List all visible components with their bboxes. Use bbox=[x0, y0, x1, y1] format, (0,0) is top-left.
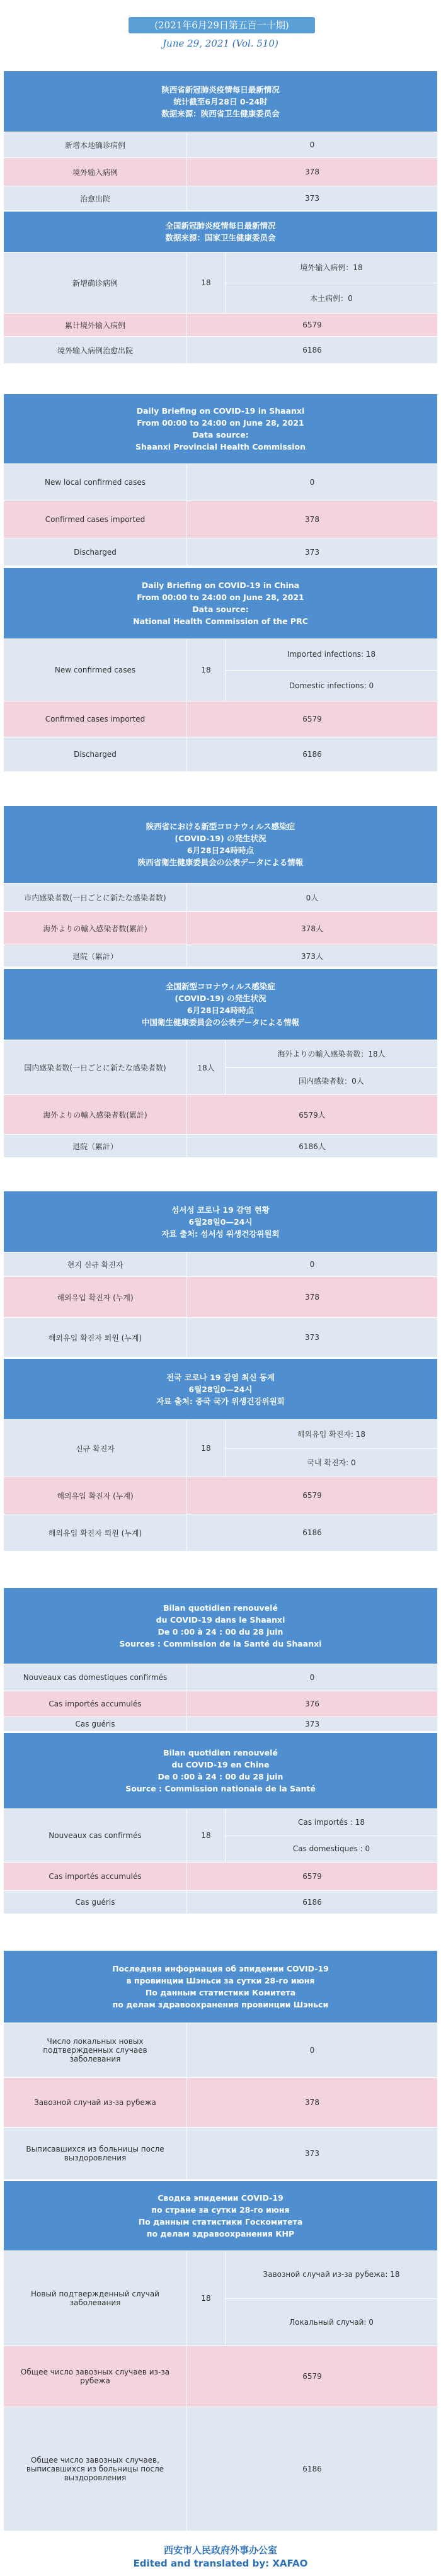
row-value: 373 bbox=[186, 538, 437, 565]
local-count: 本土病例：0 bbox=[226, 283, 437, 314]
row-value: 378 bbox=[186, 501, 437, 538]
fr-shaanxi-period: De 0 :00 à 24 : 00 du 28 juin bbox=[158, 1627, 284, 1637]
imported-count: Cas importés : 18 bbox=[298, 1817, 365, 1827]
row-label: 海外よりの輸入感染者数(累計) bbox=[43, 1110, 147, 1120]
ja-china-table bbox=[4, 969, 437, 1157]
zh-shaanxi-title: 陕西省新冠肺炎疫情每日最新情况 bbox=[161, 84, 280, 94]
ru-china-source: по делам здравоохранения КНР bbox=[146, 2229, 295, 2238]
ko-china-source: 자료 출처: 중국 국가 위생건강위원회 bbox=[156, 1396, 285, 1406]
row-value: 373 bbox=[186, 2128, 437, 2179]
ja-shaanxi-title: 陝西省における新型コロナウィルス感染症 bbox=[146, 822, 295, 831]
row-label: Общее число завозных случаев, выписавшихся из больницы после выздоровления bbox=[26, 2456, 164, 2482]
ja-china-header bbox=[4, 969, 437, 1040]
en-shaanxi-source-label: Data source: bbox=[192, 430, 249, 440]
row-label: Discharged bbox=[74, 547, 117, 557]
zh-china-header bbox=[4, 212, 437, 252]
row-value: 0 bbox=[186, 464, 437, 501]
en-shaanxi-table bbox=[4, 394, 437, 565]
row-value: 0 bbox=[186, 1252, 437, 1276]
ru-china-header bbox=[4, 2181, 437, 2250]
fr-shaanxi-row-cured bbox=[4, 1716, 437, 1731]
en-china-row-discharged bbox=[4, 737, 437, 771]
en-china-table bbox=[4, 568, 437, 771]
issue-header bbox=[0, 0, 441, 69]
fr-china-title2: du COVID-19 en Chine bbox=[171, 1760, 270, 1769]
en-china-source: National Health Commission of the PRC bbox=[133, 616, 308, 626]
ru-shaanxi-title2: в провинции Шэньси за сутки 28-го июня bbox=[126, 1976, 315, 1985]
ko-shaanxi-period: 6월28일0—24시 bbox=[188, 1217, 253, 1227]
row-value: 378 bbox=[186, 2078, 437, 2127]
row-value: 6186 bbox=[186, 1514, 437, 1551]
row-label: 累计境外输入病例 bbox=[64, 321, 125, 330]
en-shaanxi-row-local bbox=[4, 463, 437, 501]
ru-china-row-discharged bbox=[4, 2407, 437, 2531]
row-value: 373 bbox=[186, 1318, 437, 1357]
row-value: 378人 bbox=[186, 912, 437, 945]
row-value: 18 bbox=[186, 1809, 225, 1862]
ko-shaanxi-row-imported bbox=[4, 1276, 437, 1317]
en-china-row-new bbox=[4, 638, 437, 701]
zh-shaanxi-period: 统计截至6月28日 0-24时 bbox=[173, 96, 268, 106]
row-value: 18 bbox=[186, 252, 225, 313]
row-label: Общее число завозных случаев из-за рубежа bbox=[20, 2368, 170, 2385]
row-label: Discharged bbox=[74, 750, 117, 759]
row-value: 373 bbox=[186, 1717, 437, 1731]
row-label: 退院（累計） bbox=[72, 951, 118, 961]
local-count: 国内感染者数：0人 bbox=[226, 1067, 437, 1095]
row-label: 해외유입 확진자 퇴원 (누계) bbox=[48, 1528, 142, 1538]
en-shaanxi-source: Shaanxi Provincial Health Commission bbox=[135, 442, 306, 451]
fr-china-header bbox=[4, 1733, 437, 1808]
ja-shaanxi-row-imported bbox=[4, 911, 437, 945]
row-label: New local confirmed cases bbox=[45, 478, 146, 487]
row-label: Nouveaux cas confirmés bbox=[49, 1831, 142, 1840]
ko-shaanxi-title: 섬서성 코로나 19 감염 현황 bbox=[171, 1205, 270, 1215]
row-value: 18 bbox=[186, 1420, 225, 1477]
row-value: 0 bbox=[186, 2023, 437, 2077]
fr-shaanxi-row-imported bbox=[4, 1691, 437, 1716]
imported-count: Завозной случай из-за рубежа: 18 bbox=[263, 2270, 400, 2279]
ja-china-row-new bbox=[4, 1040, 437, 1094]
row-label: New confirmed cases bbox=[54, 666, 136, 674]
fr-shaanxi-row-local bbox=[4, 1664, 437, 1691]
footer-org: 西安市人民政府外事办公室 bbox=[163, 2545, 277, 2556]
fr-shaanxi-source: Sources : Commission de la Santé du Shaanxi bbox=[119, 1639, 322, 1648]
row-value: 378 bbox=[186, 1277, 437, 1317]
local-count: 국내 확진자: 0 bbox=[226, 1448, 437, 1477]
row-breakdown bbox=[225, 1420, 437, 1477]
ko-china-period: 6월28일0—24시 bbox=[188, 1384, 253, 1394]
en-china-title: Daily Briefing on COVID-19 in China bbox=[141, 581, 300, 590]
row-label: Новый подтвержденный случай заболевания bbox=[31, 2289, 159, 2307]
row-label: 治愈出院 bbox=[79, 194, 110, 203]
fr-shaanxi-title: Bilan quotidien renouvelé bbox=[163, 1603, 278, 1613]
ko-china-table bbox=[4, 1359, 437, 1550]
row-value: 0 bbox=[186, 1664, 437, 1691]
zh-china-title: 全国新冠肺炎疫情每日最新情况 bbox=[165, 221, 276, 230]
ko-china-title: 전국 코로나 19 감염 최신 동계 bbox=[166, 1372, 275, 1382]
row-label: 해외유입 확진자 (누계) bbox=[57, 1293, 134, 1302]
row-value: 6579 bbox=[186, 1863, 437, 1890]
issue-date: June 29, 2021 (Vol. 510) bbox=[163, 38, 278, 49]
imported-count: Imported infections: 18 bbox=[287, 650, 376, 659]
fr-china-row-imported-total bbox=[4, 1862, 437, 1890]
zh-china-row-new bbox=[4, 252, 437, 313]
ja-china-title2: (COVID-19) の発生状況 bbox=[175, 994, 266, 1003]
ru-shaanxi-source: по делам здравоохранения провинции Шэньси bbox=[112, 2000, 329, 2009]
row-label: 新增确诊病例 bbox=[72, 278, 118, 288]
ru-china-row-new bbox=[4, 2250, 437, 2346]
row-value: 18人 bbox=[186, 1040, 225, 1094]
en-china-row-imported-total bbox=[4, 701, 437, 737]
row-label: 境外输入病例 bbox=[72, 167, 118, 177]
row-label: Cas guéris bbox=[75, 1898, 115, 1907]
ja-china-row-imported-total bbox=[4, 1094, 437, 1134]
row-value: 6186 bbox=[186, 337, 437, 363]
local-count: Cas domestiques : 0 bbox=[226, 1836, 437, 1863]
ja-shaanxi-title2: (COVID-19) の発生状況 bbox=[175, 834, 266, 843]
row-label: Cas guéris bbox=[75, 1720, 115, 1728]
ru-shaanxi-row-discharged bbox=[4, 2127, 437, 2179]
en-shaanxi-title: Daily Briefing on COVID-19 in Shaanxi bbox=[136, 406, 305, 416]
row-label: 境外输入病例治愈出院 bbox=[57, 346, 133, 355]
row-label: 国内感染者数(一日ごとに新たな感染者数) bbox=[24, 1063, 166, 1072]
zh-china-row-imported-total bbox=[4, 313, 437, 336]
ko-china-row-imported-total bbox=[4, 1477, 437, 1514]
row-value: 6186 bbox=[186, 2407, 437, 2531]
ja-shaanxi-row-discharged bbox=[4, 945, 437, 967]
ru-shaanxi-row-local bbox=[4, 2023, 437, 2077]
en-shaanxi-row-imported bbox=[4, 501, 437, 538]
row-value: 378 bbox=[186, 158, 437, 186]
row-breakdown bbox=[225, 252, 437, 313]
ko-china-row-discharged bbox=[4, 1514, 437, 1551]
row-label: 해외유입 확진자 퇴원 (누계) bbox=[48, 1333, 142, 1342]
imported-count: 境外输入病例：18 bbox=[300, 263, 363, 273]
ko-china-row-new bbox=[4, 1419, 437, 1477]
row-label: 海外よりの輸入感染者数(累計) bbox=[43, 924, 147, 933]
fr-china-period: De 0 :00 à 24 : 00 du 28 juin bbox=[158, 1772, 284, 1781]
row-label: Cas importés accumulés bbox=[49, 1872, 142, 1881]
row-label: Завозной случай из-за рубежа bbox=[34, 2098, 156, 2107]
zh-china-source: 数据来源：国家卫生健康委员会 bbox=[165, 233, 276, 242]
row-label: 市内感染者数(一日ごとに新たな感染者数) bbox=[24, 893, 166, 902]
row-label: Nouveaux cas domestiques confirmés bbox=[23, 1673, 168, 1682]
ru-shaanxi-table bbox=[4, 1951, 437, 2179]
en-shaanxi-header bbox=[4, 394, 437, 463]
ja-shaanxi-period: 6月28日24時時点 bbox=[187, 846, 254, 855]
fr-china-table bbox=[4, 1733, 437, 1913]
row-label: 해외유입 확진자 (누계) bbox=[57, 1491, 134, 1501]
ja-shaanxi-header bbox=[4, 806, 437, 883]
ko-shaanxi-source: 자료 출처: 섬서성 위생건강위원회 bbox=[161, 1228, 280, 1239]
en-shaanxi-period: From 00:00 to 24:00 on June 28, 2021 bbox=[137, 418, 304, 428]
ru-china-title2: по стране за сутки 28-го июня bbox=[151, 2205, 290, 2215]
row-value: 6186人 bbox=[186, 1135, 437, 1157]
ru-shaanxi-row-imported bbox=[4, 2077, 437, 2127]
fr-china-source: Source : Commission nationale de la Santé bbox=[125, 1784, 316, 1793]
fr-china-row-new bbox=[4, 1808, 437, 1862]
zh-china-table bbox=[4, 212, 437, 363]
row-label: 현지 신규 확진자 bbox=[67, 1260, 123, 1269]
ja-china-period: 6月28日24時時点 bbox=[187, 1006, 254, 1015]
row-value: 6579 bbox=[186, 2346, 437, 2407]
ja-china-row-discharged bbox=[4, 1134, 437, 1157]
ko-shaanxi-header bbox=[4, 1191, 437, 1252]
row-value: 6579 bbox=[186, 701, 437, 737]
zh-shaanxi-row-discharged bbox=[4, 186, 437, 210]
row-label: Число локальных новых подтвержденных случаев заболевания bbox=[43, 2037, 147, 2063]
row-value: 373人 bbox=[186, 945, 437, 967]
row-value: 376 bbox=[186, 1691, 437, 1716]
ja-shaanxi-row-local bbox=[4, 883, 437, 911]
row-label: 新增本地确诊病例 bbox=[64, 140, 125, 150]
row-breakdown bbox=[225, 2251, 437, 2346]
fr-shaanxi-title2: du COVID-19 dans le Shaanxi bbox=[156, 1615, 285, 1625]
row-label: Confirmed cases imported bbox=[45, 715, 146, 723]
footer-credit: Edited and translated by: XAFAO bbox=[133, 2558, 308, 2569]
ja-shaanxi-table bbox=[4, 806, 437, 967]
ko-shaanxi-row-local bbox=[4, 1252, 437, 1276]
row-value: 18 bbox=[186, 2251, 225, 2346]
ja-china-source: 中国衛生健康委員会の公表データによる情報 bbox=[141, 1018, 299, 1027]
en-china-source-label: Data source: bbox=[192, 604, 249, 614]
zh-shaanxi-source: 数据来源：陕西省卫生健康委员会 bbox=[161, 108, 280, 118]
row-label: Confirmed cases imported bbox=[45, 515, 146, 524]
en-china-period: From 00:00 to 24:00 on June 28, 2021 bbox=[137, 593, 304, 602]
ru-shaanxi-title: Последняя информация об эпидемии COVID-19 bbox=[112, 1964, 329, 1973]
zh-shaanxi-table bbox=[4, 71, 437, 210]
fr-china-title: Bilan quotidien renouvelé bbox=[163, 1748, 278, 1757]
zh-shaanxi-header bbox=[4, 71, 437, 132]
fr-shaanxi-table bbox=[4, 1588, 437, 1730]
row-value: 6579 bbox=[186, 314, 437, 336]
ru-china-title3: По данным статистики Госкомитета bbox=[138, 2217, 303, 2227]
row-label: Выписавшихся из больницы после выздоровления bbox=[26, 2145, 164, 2162]
imported-count: 海外よりの輸入感染者数：18人 bbox=[277, 1049, 386, 1058]
issue-label: (2021年6月29日第五百一十期) bbox=[129, 17, 315, 33]
row-label: 退院（累計） bbox=[72, 1142, 118, 1151]
row-label: 신규 확진자 bbox=[76, 1444, 115, 1453]
row-value: 373 bbox=[186, 186, 437, 210]
ru-shaanxi-header bbox=[4, 1951, 437, 2023]
row-label: Cas importés accumulés bbox=[49, 1699, 142, 1708]
row-value: 6579 bbox=[186, 1477, 437, 1514]
en-china-header bbox=[4, 568, 437, 638]
ru-china-table bbox=[4, 2181, 437, 2530]
row-breakdown bbox=[225, 1040, 437, 1094]
ru-shaanxi-title3: По данным статистики Комитета bbox=[145, 1988, 296, 1997]
ko-shaanxi-table bbox=[4, 1191, 437, 1356]
en-shaanxi-row-discharged bbox=[4, 538, 437, 565]
row-value: 0 bbox=[186, 132, 437, 157]
row-value: 6579人 bbox=[186, 1095, 437, 1134]
footer bbox=[0, 2544, 441, 2570]
local-count: Локальный случай: 0 bbox=[226, 2298, 437, 2346]
ko-china-header bbox=[4, 1359, 437, 1419]
ja-shaanxi-source: 陝西省衛生健康委員会の公表データによる情報 bbox=[137, 858, 304, 867]
zh-china-row-discharged bbox=[4, 336, 437, 363]
row-breakdown bbox=[225, 1809, 437, 1862]
row-value: 0人 bbox=[186, 883, 437, 911]
imported-count: 해외유입 확진자: 18 bbox=[297, 1429, 366, 1439]
fr-china-row-cured bbox=[4, 1890, 437, 1914]
row-value: 18 bbox=[186, 639, 225, 701]
local-count: Domestic infections: 0 bbox=[226, 670, 437, 701]
zh-shaanxi-row-imported bbox=[4, 157, 437, 186]
zh-shaanxi-row-local bbox=[4, 132, 437, 157]
ko-shaanxi-row-discharged bbox=[4, 1317, 437, 1357]
row-breakdown bbox=[225, 639, 437, 701]
row-value: 6186 bbox=[186, 737, 437, 771]
ja-china-title: 全国新型コロナウィルス感染症 bbox=[166, 982, 275, 991]
ru-china-title: Сводка эпидемии COVID-19 bbox=[158, 2193, 284, 2203]
row-value: 6186 bbox=[186, 1891, 437, 1914]
fr-shaanxi-header bbox=[4, 1588, 437, 1664]
ru-china-row-imported-total bbox=[4, 2346, 437, 2407]
